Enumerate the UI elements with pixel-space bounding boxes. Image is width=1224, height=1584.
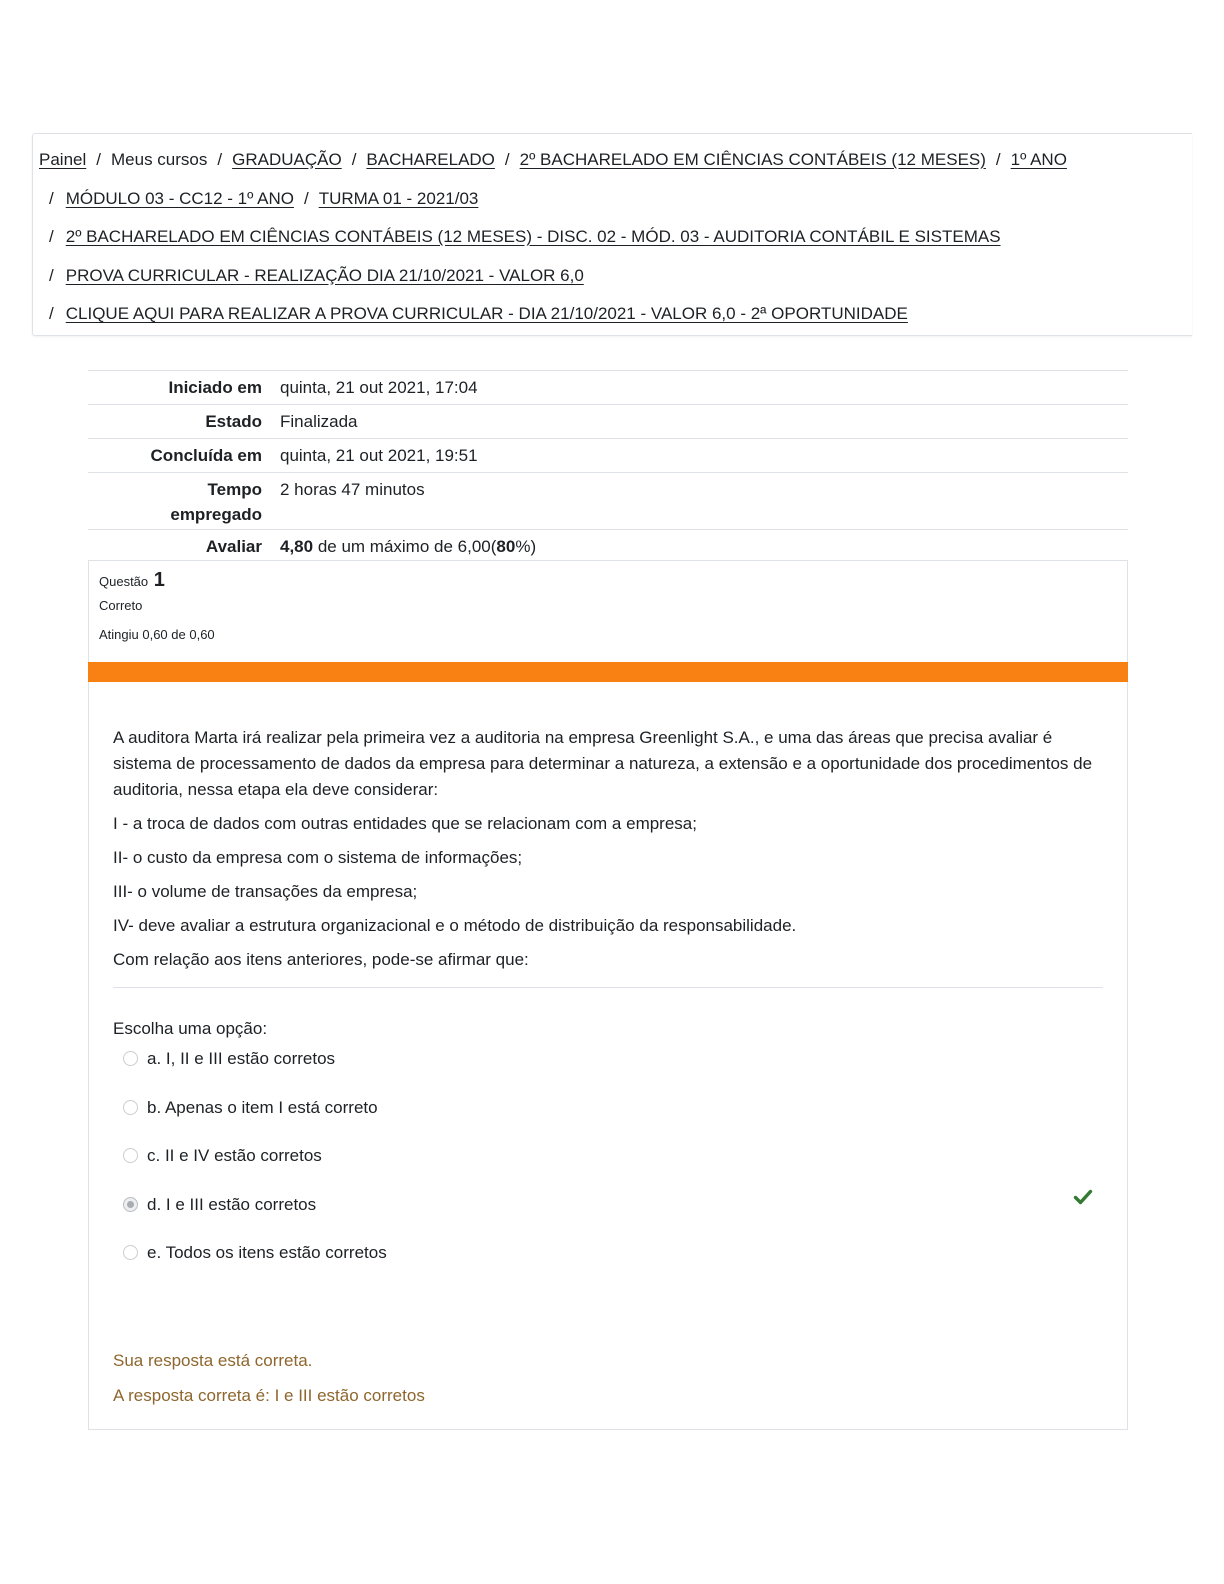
question-paragraph: IV- deve avaliar a estrutura organizacional e o método de distribuição da responsabilidade.: [113, 916, 797, 935]
breadcrumb-separator: /: [504, 150, 510, 169]
answer-prompt: Escolha uma opção:: [113, 1019, 268, 1038]
breadcrumb-line-4: [39, 262, 1192, 301]
answer-option-a[interactable]: [113, 1047, 1103, 1096]
question-paragraph: I - a troca de dados com outras entidades que se relacionam com a empresa;: [113, 814, 697, 833]
breadcrumb-separator: /: [96, 150, 101, 169]
breadcrumb-quiz[interactable]: CLIQUE AQUI PARA REALIZAR A PROVA CURRICULAR - DIA 21/10/2021 - VALOR 6,0 - 2ª OPORTUNIDADE: [65, 304, 908, 323]
breadcrumb-separator: /: [303, 188, 309, 208]
option-label: e. Todos os itens estão corretos: [147, 1243, 387, 1262]
summary-label-part: empregado: [170, 505, 262, 524]
radio-button[interactable]: [123, 1148, 138, 1163]
grade-text: de um máximo de 6,00(: [313, 537, 497, 556]
breadcrumb-curso[interactable]: 2º BACHARELADO EM CIÊNCIAS CONTÁBEIS (12 MESES): [519, 150, 986, 169]
summary-row-completed: [88, 439, 1128, 473]
radio-button-checked[interactable]: [123, 1197, 138, 1212]
question-paragraph: III- o volume de transações da empresa;: [113, 882, 418, 901]
breadcrumb: [32, 133, 1192, 336]
breadcrumb-separator: /: [49, 304, 54, 323]
breadcrumb-ano[interactable]: 1º ANO: [1010, 150, 1067, 169]
question-number: [99, 569, 1117, 592]
summary-value: quinta, 21 out 2021, 17:04: [280, 378, 478, 397]
breadcrumb-separator: /: [217, 150, 223, 169]
summary-row-time: [88, 473, 1128, 530]
breadcrumb-turma[interactable]: TURMA 01 - 2021/03: [318, 188, 479, 208]
breadcrumb-prova[interactable]: PROVA CURRICULAR - REALIZAÇÃO DIA 21/10/2021 - VALOR 6,0: [65, 265, 584, 285]
summary-value: [262, 530, 1128, 564]
breadcrumb-separator: /: [351, 150, 357, 169]
question-label: Questão: [99, 574, 149, 589]
breadcrumb-bacharelado[interactable]: BACHARELADO: [366, 150, 495, 169]
question-state: Correto: [99, 598, 143, 613]
question-paragraph: II- o custo da empresa com o sistema de informações;: [113, 848, 523, 867]
summary-value: quinta, 21 out 2021, 19:51: [280, 446, 478, 465]
question-content: [88, 682, 1128, 1430]
radio-button[interactable]: [123, 1245, 138, 1260]
breadcrumb-painel[interactable]: Painel: [39, 150, 87, 169]
breadcrumb-separator: /: [49, 265, 54, 285]
radio-button[interactable]: [123, 1051, 138, 1066]
summary-row-grade: [88, 530, 1128, 564]
breadcrumb-separator: /: [49, 188, 54, 208]
breadcrumb-modulo[interactable]: MÓDULO 03 - CC12 - 1º ANO: [65, 188, 294, 208]
option-label: b. Apenas o item I está correto: [147, 1097, 378, 1117]
summary-value: 2 horas 47 minutos: [280, 480, 425, 499]
breadcrumb-graduacao[interactable]: GRADUAÇÃO: [232, 150, 342, 169]
summary-label: [88, 473, 262, 530]
question-paragraph: A auditora Marta irá realizar pela primeira vez a auditoria na empresa Greenlight S.A., e uma das áreas que precisa avaliar é sistema de processamento de dados da empresa para determinar a natureza, a extensão e a oportunidade dos procedimentos de auditoria, nessa etapa ela deve considerar:: [113, 728, 1093, 799]
breadcrumb-line-3: [39, 223, 1192, 262]
feedback-right-answer: A resposta correta é: I e III estão corretos: [113, 1386, 425, 1405]
question-paragraph: Com relação aos itens anteriores, pode-se afirmar que:: [113, 950, 529, 969]
option-label: c. II e IV estão corretos: [147, 1146, 322, 1165]
grade-score: 4,80: [280, 537, 314, 556]
breadcrumb-line-1: [39, 146, 1192, 185]
divider: [113, 987, 1103, 988]
option-label: a. I, II e III estão corretos: [147, 1049, 336, 1068]
breadcrumb-meus-cursos: Meus cursos: [111, 150, 208, 169]
breadcrumb-disciplina[interactable]: 2º BACHARELADO EM CIÊNCIAS CONTÁBEIS (12 MESES) - DISC. 02 - MÓD. 03 - AUDITORIA CONTÁBIL E SISTEMAS: [65, 227, 1001, 246]
answer-option-b[interactable]: [113, 1096, 1103, 1145]
grade-percent: 80: [496, 537, 516, 556]
summary-value: Finalizada: [280, 412, 358, 431]
question-text: [113, 725, 1103, 973]
question-number-value: 1: [153, 569, 165, 591]
question-accent-bar: [88, 662, 1128, 682]
feedback-correct: Sua resposta está correta.: [113, 1351, 313, 1370]
check-icon: [1073, 1187, 1093, 1207]
breadcrumb-separator: /: [995, 150, 1001, 169]
breadcrumb-line-5: [39, 300, 1192, 339]
summary-label: Iniciado em: [168, 378, 262, 397]
option-label: d. I e III estão corretos: [147, 1194, 317, 1214]
summary-label-part: Tempo: [207, 480, 262, 499]
summary-row-started: [88, 371, 1128, 405]
summary-label: Avaliar: [205, 537, 262, 556]
grade-text: %): [515, 537, 537, 556]
summary-label: Concluída em: [150, 446, 262, 465]
summary-label: Estado: [205, 412, 262, 431]
breadcrumb-separator: /: [49, 227, 54, 246]
breadcrumb-line-2: [39, 185, 1192, 224]
question-grade: Atingiu 0,60 de 0,60: [99, 627, 215, 642]
attempt-summary-table: [88, 370, 1128, 563]
radio-button[interactable]: [123, 1100, 138, 1115]
answer-option-d[interactable]: [113, 1193, 1103, 1242]
answer-option-c[interactable]: [113, 1144, 1103, 1193]
answer-options: [113, 1047, 1103, 1290]
summary-row-state: [88, 405, 1128, 439]
question-feedback: [113, 1348, 425, 1418]
answer-option-e[interactable]: [113, 1241, 1103, 1290]
question-info: [88, 560, 1128, 662]
